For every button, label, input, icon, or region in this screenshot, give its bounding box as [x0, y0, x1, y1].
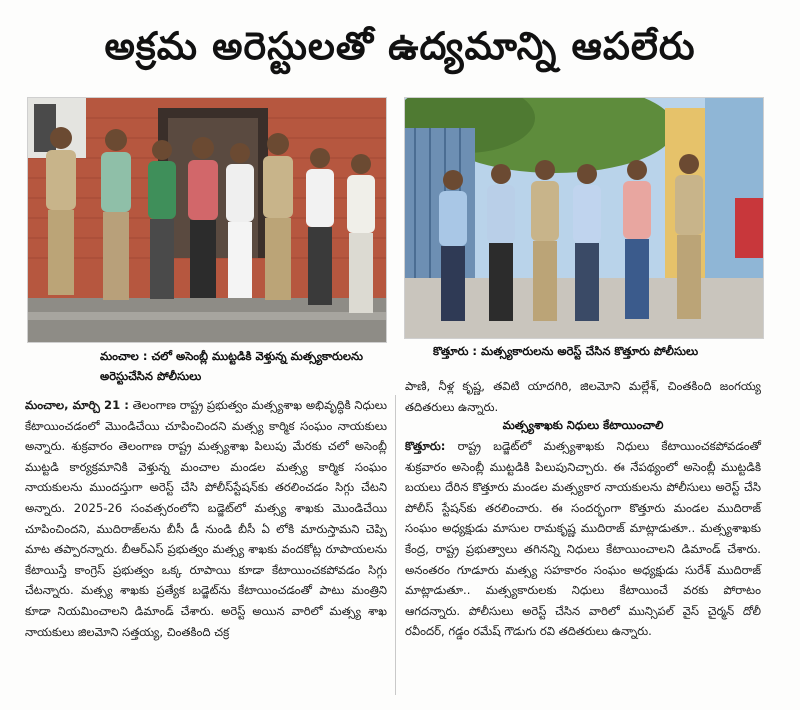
headline: అక్రమ అరెస్టులతో ఉద్యమాన్ని ఆపలేరు — [104, 24, 696, 68]
subheading-funds: మత్స్యశాఖకు నిధులు కేటాయించాలి — [502, 418, 664, 432]
dateline-manchala: మంచాల, మార్చి 21 : — [25, 398, 129, 412]
photo-caption-left: మంచాల : చలో అసెంబ్లీ ముట్టడికి వెళ్తున్న మత్స్యకారులను అరెస్టుచేసిన పోలీసులు — [100, 349, 364, 383]
article-left-continuation: పాణి, నీళ్ల కృష్ణ, తవిటి యాదగిరి, జిలమోని మల్లేశ్, చింతకింది జంగయ్య తదితరులు ఉన్నారు. — [405, 379, 761, 414]
article-left-body: తెలంగాణ రాష్ట్ర ప్రభుత్వం మత్స్యశాఖ అభివృద్ధికి నిధులు కేటాయించడంలో మొండిచేయి చూపించిందని మత్స్య కార్మిక సంఘం నాయకులు అన్నారు. శుక్రవారం తెలంగాణ రాష్ట్ర మత్స్యశాఖ పిలుపు మేరకు చలో అసెంబ్లీ ముట్టడి కార్యక్రమానికి వెళ్తున్న మంచాల మండల మత్స్య కార్మిక సంఘం నాయకులను ముందస్తుగా అరెస్ట్ చేసి పోలీస్‌స్టేషన్‌కు తరలించడం సిగ్గు చేటని అన్నారు. 2025-26 సంవత్సరంలోని బడ్జెట్‌లో మత్స్య శాఖకు మొండిచేయి చూపించిందని, ముదిరాజ్‌లను బీసీ డీ నుండి బీసీ ఏ లోకి మారుస్తామని చెప్పి మాట తప్పారన్నారు. బీఆర్ఎస్ ప్రభుత్వం మత్స్య శాఖకు వందకోట్ల రూపాయలను కేటాయిస్తే కాంగ్రెస్ ప్రభుత్వం ఒక్క రూపాయి కూడా కేటాయించకపోవడం సిగ్గు చేటన్నారు. మత్స్య శాఖకు ప్రత్యేక బడ్జెట్‌ను కేటాయించడంతో పాటు మంత్రిని కూడా నియమించాలని డిమాండ్ చేశారు. అరెస్ట్ అయిన వారిలో మత్స్య శాఖ నాయకులు జిలమోని సత్తయ్య, చింతకింది చక్ర — [25, 398, 387, 639]
photo-caption-right: కొత్తూరు : మత్స్యకారులను అరెస్ట్ చేసిన కొత్తూరు పోలీసులు — [433, 344, 699, 358]
photo-manchala-arrest — [27, 97, 387, 343]
article-left — [25, 395, 387, 642]
photo-kothur-arrest — [404, 97, 764, 339]
group-photo-illustration — [28, 98, 386, 342]
column-divider — [395, 395, 396, 695]
dateline-kothur: కొత్తూరు: — [405, 439, 446, 453]
group-photo-illustration — [405, 98, 763, 338]
article-right-body: రాష్ట్ర బడ్జెట్‌లో మత్స్యశాఖకు నిధులు కేటాయించకపోవడంతో శుక్రవారం అసెంబ్లీ ముట్టడికి పిలుపునిచ్చారు. ఈ నేపథ్యంలో అసెంబ్లీ ముట్టడికి బయలు దేరిన కొత్తూరు మండల మత్స్యకార నాయకులను పోలీసులు అరెస్ట్ చేసి పోలీస్ స్టేషన్‌కు తరలించారు. ఈ సందర్భంగా కొత్తూరు మండల ముదిరాజ్ సంఘం అధ్యక్షుడు మాసుల రామకృష్ణ ముదిరాజ్ మాట్లాడుతూ.. మత్స్యశాఖకు కేంద్ర, రాష్ట్ర ప్రభుత్వాలు తగినన్ని నిధులు కేటాయించాలని డిమాండ్ చేశారు. అనంతరం గూడూరు మత్స్య సహకారం సంఘం అధ్యక్షుడు సురేశ్ ముదిరాజ్ మాట్లాడుతూ.. మత్స్యకారులకు నిధులు కేటాయించే వరకు పోరాటం ఆగదన్నారు. పోలీసులు అరెస్ట్ చేసిన వారిలో మున్సిపల్ వైస్ చైర్మన్ దోలీ రవీందర్, గడ్డం రమేష్ గౌడుగు రవి తదితరులు ఉన్నారు. — [405, 439, 761, 639]
article-right — [405, 436, 761, 642]
